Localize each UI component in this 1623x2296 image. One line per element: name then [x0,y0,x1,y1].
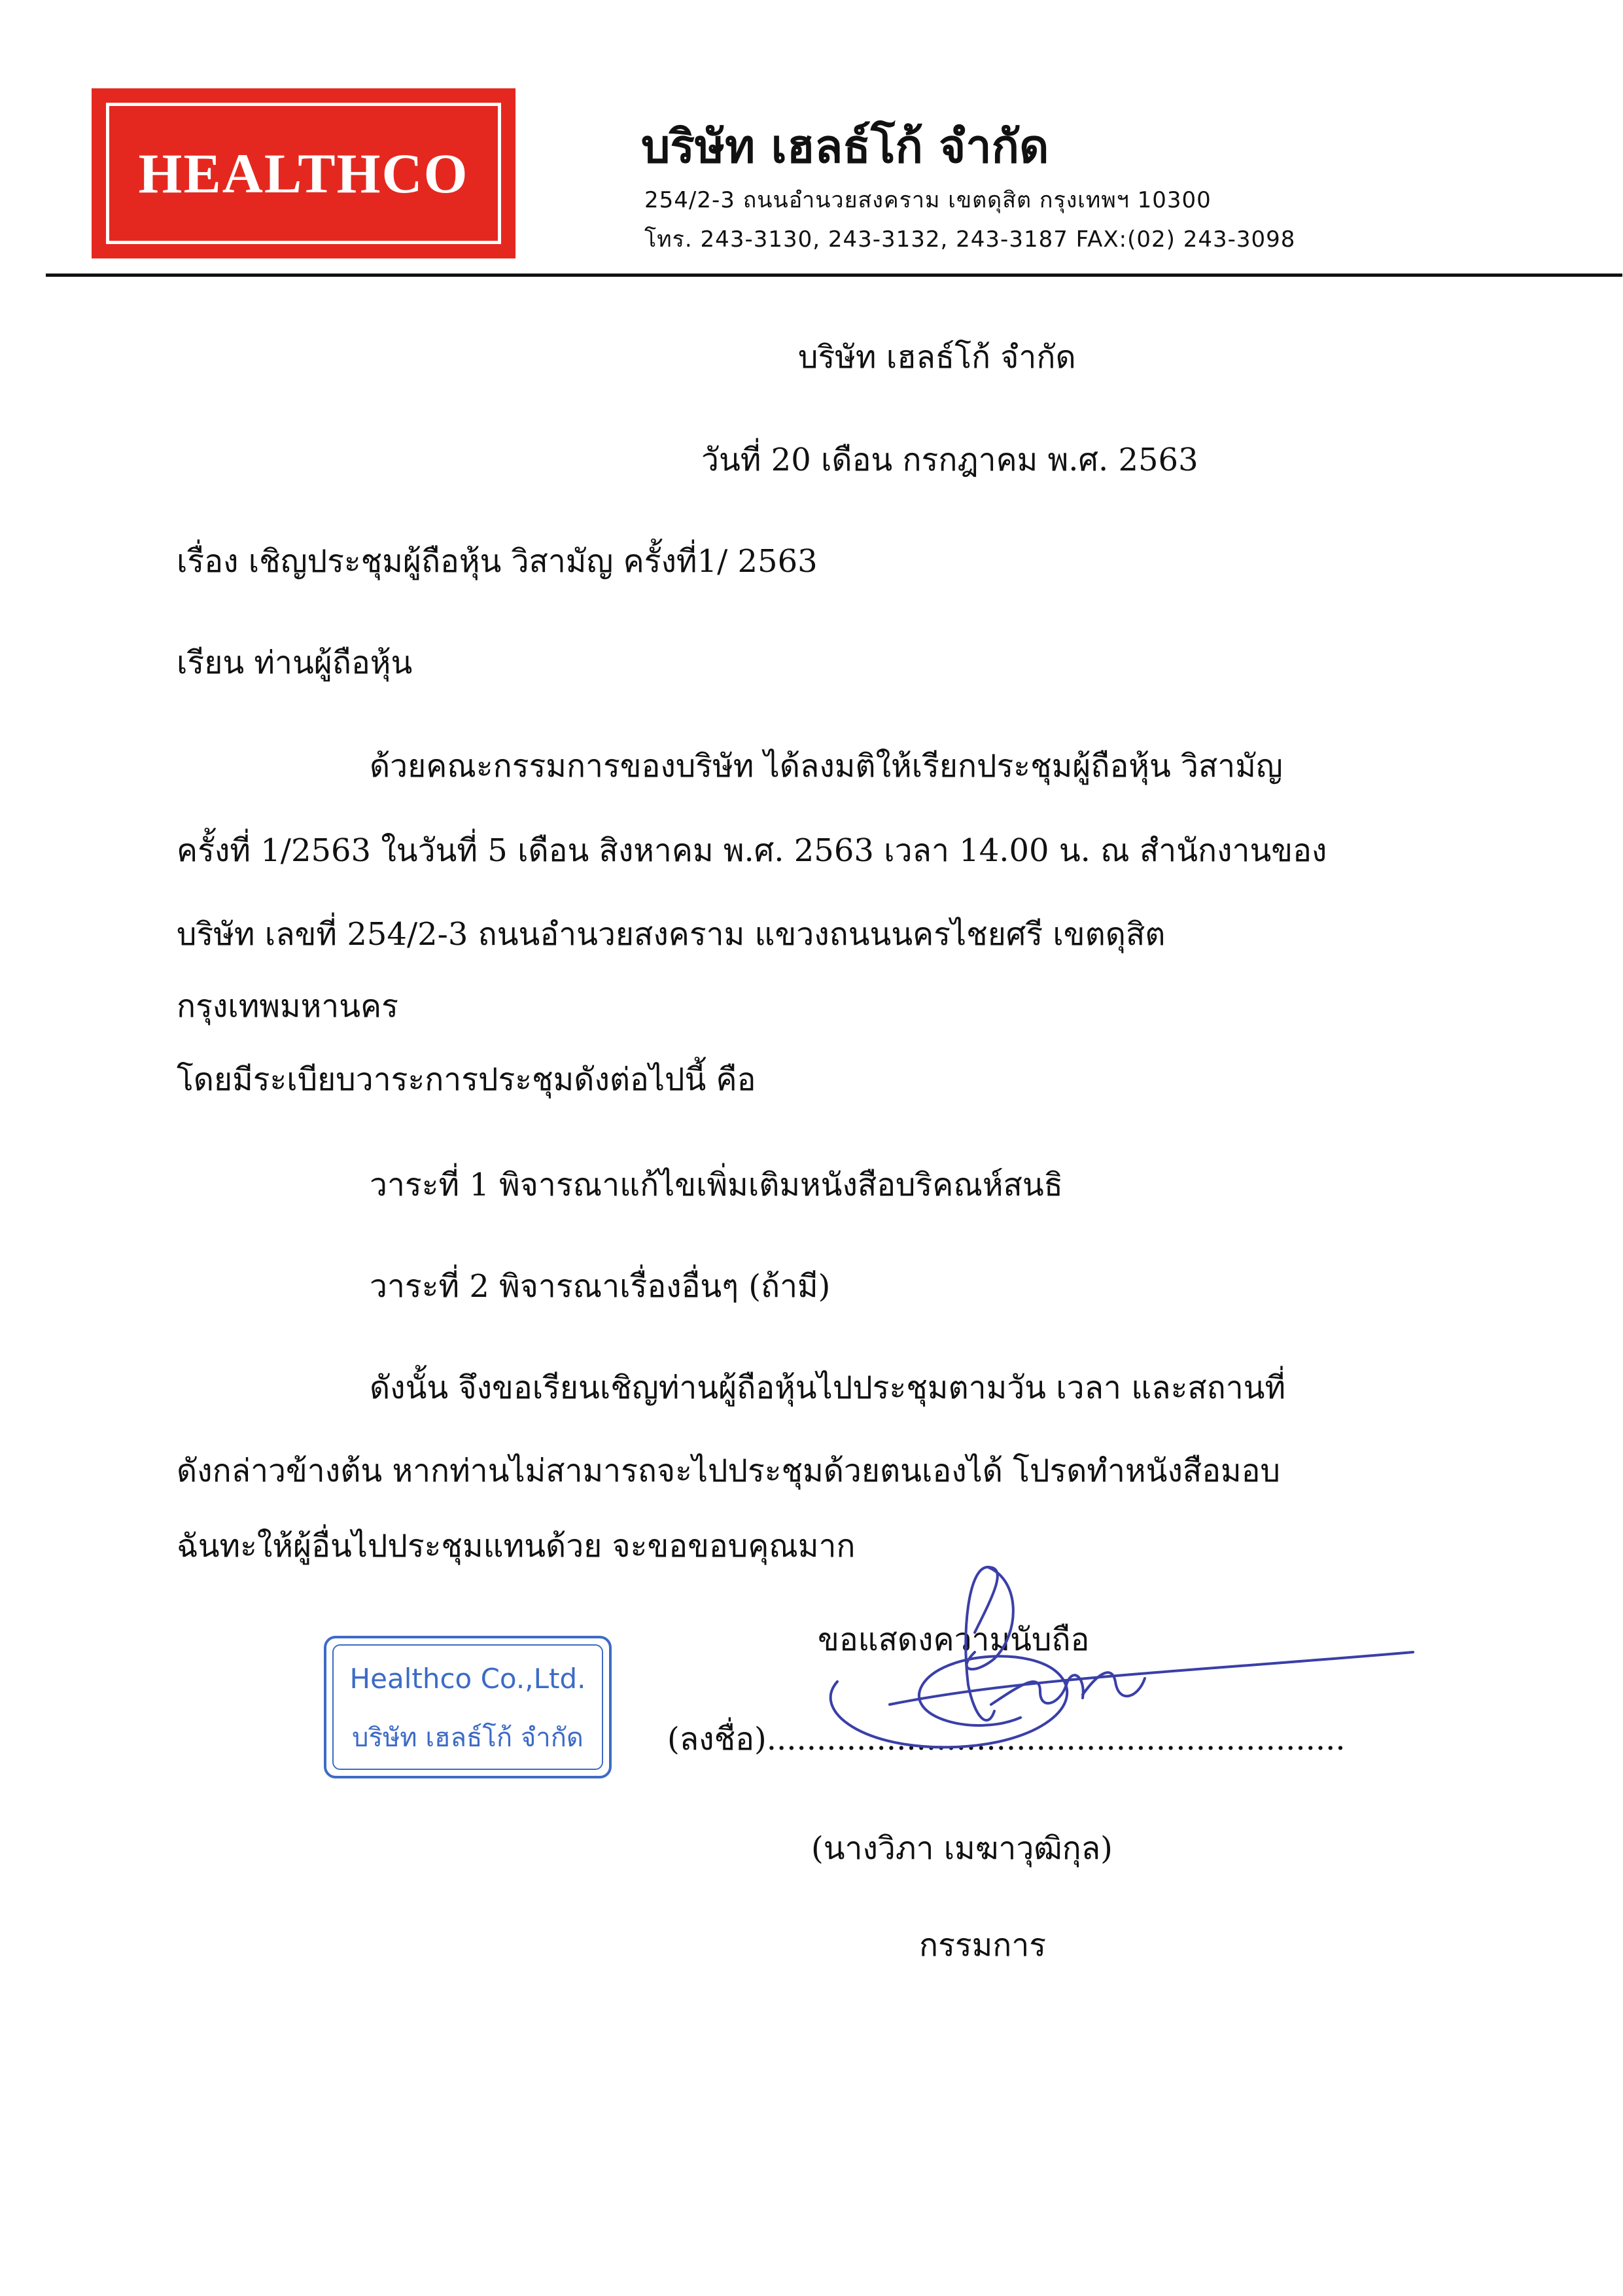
para2-line3: ฉันทะให้ผู้อื่นไปประชุมแทนด้วย จะขอขอบคุณมาก [177,1528,856,1564]
letter-date: วันที่ 20 เดือน กรกฎาคม พ.ศ. 2563 [701,442,1198,478]
handwritten-signature [759,1554,1420,1776]
stamp-inner-border [332,1644,603,1770]
agenda-intro: โดยมีระเบียบวาระการประชุมดังต่อไปนี้ คือ [177,1061,756,1098]
signature-line: (ลงชื่อ).......................................................... [667,1721,1346,1757]
letter-company-heading: บริษัท เฮลธ์โก้ จำกัด [798,339,1076,376]
letter-subject: เรื่อง เชิญประชุมผู้ถือหุ้น วิสามัญ ครั้งที่1/ 2563 [177,543,818,580]
agenda-item: วาระที่ 1 พิจารณาแก้ไขเพิ่มเติมหนังสือบริคณห์สนธิ [370,1167,1063,1203]
para1-line1: ด้วยคณะกรรมการของบริษัท ได้ลงมติให้เรียกประชุมผู้ถือหุ้น วิสามัญ [370,748,1283,785]
para1-line3: บริษัท เลขที่ 254/2-3 ถนนอำนวยสงคราม แขวงถนนนครไชยศรี เขตดุสิต [177,916,1166,953]
letter-salutation: เรียน ท่านผู้ถือหุ้น [177,645,413,681]
logo-text: HEALTHCO [138,142,469,205]
letterhead-address: 254/2-3 ถนนอำนวยสงคราม เขตดุสิต กรุงเทพฯ 10300 [644,187,1212,213]
company-logo [92,88,515,258]
para1-line2: ครั้งที่ 1/2563 ในวันที่ 5 เดือน สิงหาคม พ.ศ. 2563 เวลา 14.00 น. ณ สำนักงานของ [177,832,1327,869]
letter-closing: ขอแสดงความนับถือ [818,1621,1090,1658]
stamp-english-name: Healthco Co.,Ltd. [349,1663,586,1695]
company-stamp [324,1636,612,1778]
letterhead-company-name: บริษัท เฮลธ์โก้ จำกัด [641,120,1049,173]
agenda-item: วาระที่ 2 พิจารณาเรื่องอื่นๆ (ถ้ามี) [370,1268,831,1305]
logo-frame [106,103,501,244]
signer-title: กรรมการ [919,1927,1047,1964]
letterhead-divider [46,274,1622,277]
letterhead-contact: โทร. 243-3130, 243-3132, 243-3187 FAX:(02) 243-3098 [644,226,1296,253]
stamp-thai-name: บริษัท เฮลธ์โก้ จำกัด [352,1723,584,1753]
para2-line1: ดังนั้น จึงขอเรียนเชิญท่านผู้ถือหุ้นไปประชุมตามวัน เวลา และสถานที่ [370,1369,1286,1406]
para1-line4: กรุงเทพมหานคร [177,988,398,1025]
signer-name: (นางวิภา เมฆาวุฒิกุล) [811,1830,1113,1867]
para2-line2: ดังกล่าวข้างต้น หากท่านไม่สามารถจะไปประชุมด้วยตนเองได้ โปรดทำหนังสือมอบ [177,1453,1280,1489]
